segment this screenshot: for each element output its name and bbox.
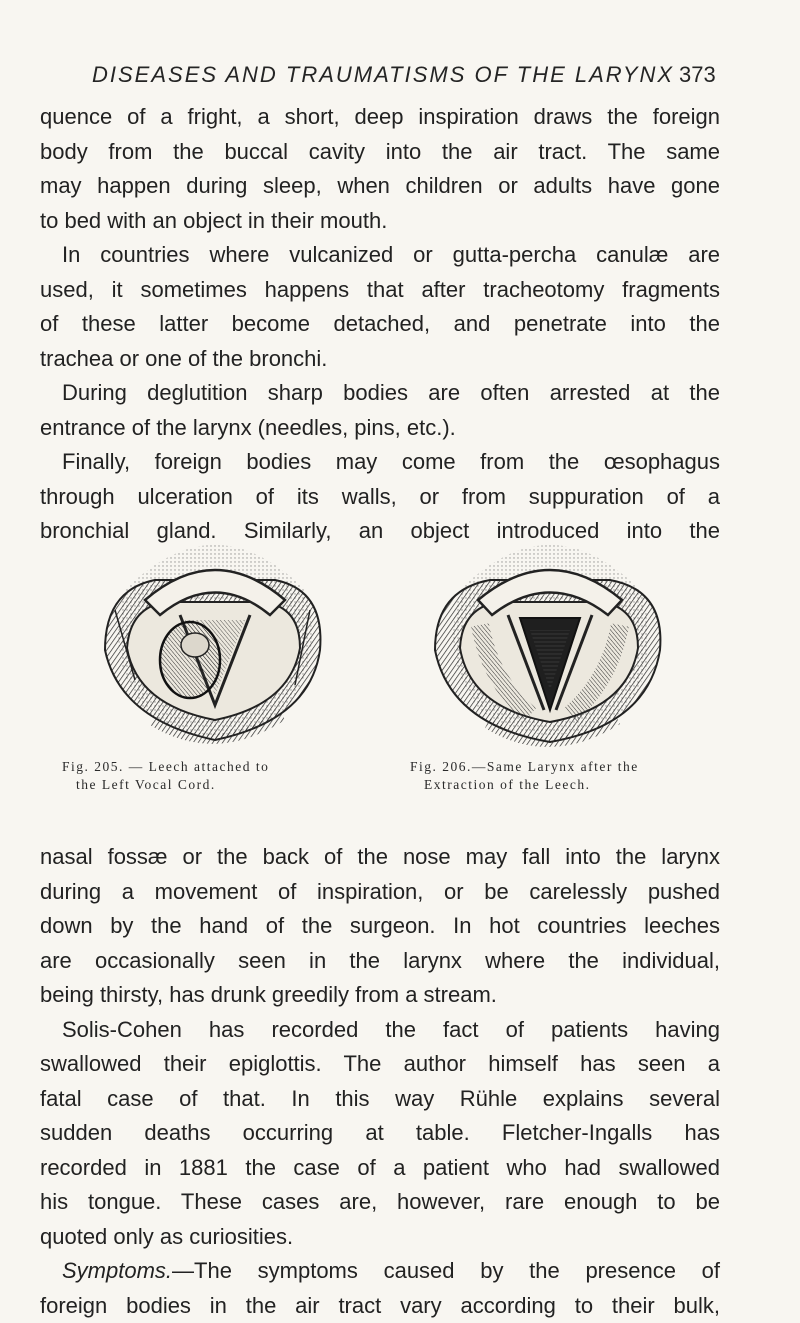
text-line: through ulceration of its walls, or from suppuration of a (40, 480, 720, 515)
text-line: nasal fossæ or the back of the nose may fall into the larynx (40, 840, 720, 875)
larynx-illustration (420, 520, 680, 760)
text-line: of these latter become detached, and penetrate into the (40, 307, 720, 342)
text-line: during a movement of inspiration, or be carelessly pushed (40, 875, 720, 910)
figure-205-caption (62, 758, 269, 794)
text-line: to bed with an object in their mouth. (40, 204, 720, 239)
running-title: DISEASES AND TRAUMATISMS OF THE LARYNX (92, 62, 674, 88)
text-line: sudden deaths occurring at table. Fletcher-Ingalls has (40, 1116, 720, 1151)
larynx-illustration (85, 520, 345, 760)
text-line: down by the hand of the surgeon. In hot countries leeches (40, 909, 720, 944)
text-line: foreign bodies in the air tract vary according to their bulk, (40, 1289, 720, 1323)
text-block-bottom (40, 840, 720, 1323)
text-line: recorded in 1881 the case of a patient who had swallowed (40, 1151, 720, 1186)
section-label-symptoms: Symptoms. (62, 1258, 172, 1283)
text-line: trachea or one of the bronchi. (40, 342, 720, 377)
text-line-symptoms (40, 1254, 720, 1289)
text-line: used, it sometimes happens that after tracheotomy fragments (40, 273, 720, 308)
figure-205-larynx-with-leech (85, 520, 345, 760)
text-line: Finally, foreign bodies may come from the œsophagus (40, 445, 720, 480)
text-line: Solis-Cohen has recorded the fact of patients having (40, 1013, 720, 1048)
text-line: In countries where vulcanized or gutta-percha canulæ are (40, 238, 720, 273)
caption-line: Extraction of the Leech. (410, 776, 639, 794)
text-fragment: —The symptoms caused by the presence of (172, 1258, 720, 1283)
text-line: his tongue. These cases are, however, rare enough to be (40, 1185, 720, 1220)
text-line: bronchial gland. Similarly, an object introduced into the (40, 514, 720, 549)
text-line: fatal case of that. In this way Rühle explains several (40, 1082, 720, 1117)
figure-206-larynx-after-extraction (420, 520, 680, 760)
text-line: entrance of the larynx (needles, pins, etc.). (40, 411, 720, 446)
caption-line: Fig. 205. — Leech attached to (62, 759, 269, 774)
text-line: During deglutition sharp bodies are often arrested at the (40, 376, 720, 411)
running-header (0, 62, 800, 96)
figure-206-caption (410, 758, 639, 794)
text-line: quoted only as curiosities. (40, 1220, 720, 1255)
text-line: quence of a fright, a short, deep inspiration draws the foreign (40, 100, 720, 135)
text-line: body from the buccal cavity into the air tract. The same (40, 135, 720, 170)
text-line: being thirsty, has drunk greedily from a stream. (40, 978, 720, 1013)
caption-line: Fig. 206.—Same Larynx after the (410, 759, 639, 774)
caption-line: the Left Vocal Cord. (62, 776, 269, 794)
page-number: 373 (679, 62, 716, 88)
text-line: may happen during sleep, when children or adults have gone (40, 169, 720, 204)
text-line: are occasionally seen in the larynx where the individual, (40, 944, 720, 979)
text-line: swallowed their epiglottis. The author himself has seen a (40, 1047, 720, 1082)
text-block-top (40, 100, 720, 549)
